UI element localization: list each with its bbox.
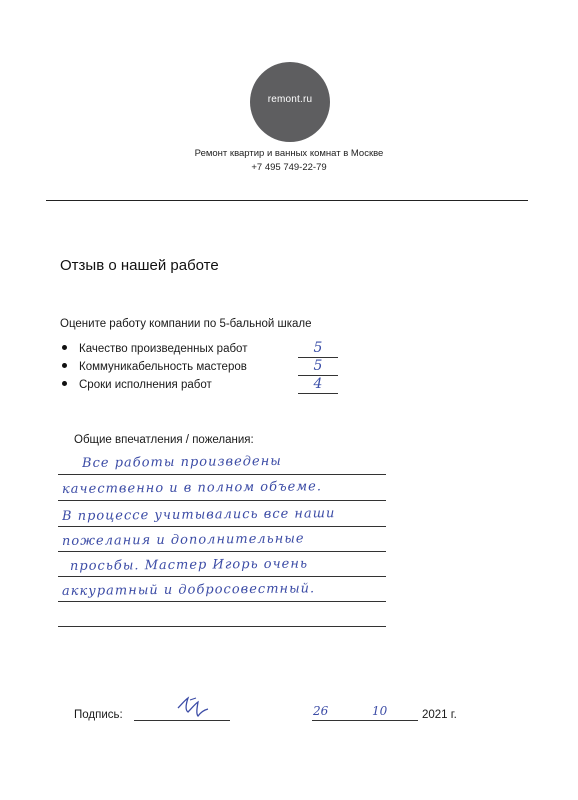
- date-month-line: [338, 720, 418, 721]
- handwritten-line: [62, 606, 392, 609]
- rating-prompt: Оцените работу компании по 5-бальной шкале: [60, 318, 312, 330]
- handwritten-line: пожелания и дополнительные: [61, 531, 305, 549]
- rating-score: 5: [313, 340, 323, 356]
- handwritten-line: просьбы. Мастер Игорь очень: [69, 556, 309, 574]
- handwritten-line: аккуратный и добросовестный.: [61, 581, 316, 599]
- impressions-label: Общие впечатления / пожелания:: [74, 434, 254, 446]
- date-month: 10: [372, 704, 388, 718]
- company-phone: +7 495 749-22-79: [251, 162, 327, 173]
- rating-score: 5: [313, 358, 323, 374]
- logo-text: remont.ru: [267, 94, 313, 105]
- writing-line: [58, 500, 386, 501]
- writing-line: [58, 551, 386, 552]
- signature-label: Подпись:: [74, 709, 123, 721]
- writing-line: [58, 601, 386, 602]
- date-year: 2021 г.: [422, 709, 457, 721]
- bullet-icon: [62, 345, 67, 350]
- rating-score: 4: [313, 376, 323, 392]
- rating-item-label: Качество произведенных работ: [79, 343, 248, 355]
- score-line: [298, 393, 338, 394]
- writing-line: [58, 526, 386, 527]
- writing-line: [58, 626, 386, 627]
- bullet-icon: [62, 363, 67, 368]
- rating-item: [62, 361, 247, 373]
- date-day: 26: [313, 704, 329, 718]
- rating-item: [62, 343, 247, 355]
- handwritten-signature: [176, 694, 210, 722]
- date-day-line: [312, 720, 338, 721]
- company-tagline: Ремонт квартир и ванных комнат в Москве: [194, 148, 384, 159]
- handwritten-line: Все работы произведены: [81, 453, 282, 471]
- rating-item-label: Сроки исполнения работ: [79, 379, 212, 391]
- handwritten-line: В процессе учитывались все наши: [61, 506, 336, 524]
- header-divider: [46, 200, 528, 201]
- document-title: Отзыв о нашей работе: [60, 257, 219, 274]
- handwritten-line: качественно и в полном объеме.: [61, 479, 323, 497]
- bullet-icon: [62, 381, 67, 386]
- writing-line: [58, 576, 386, 577]
- writing-line: [58, 474, 386, 475]
- rating-item-label: Коммуникабельность мастеров: [79, 361, 247, 373]
- rating-item: [62, 379, 212, 391]
